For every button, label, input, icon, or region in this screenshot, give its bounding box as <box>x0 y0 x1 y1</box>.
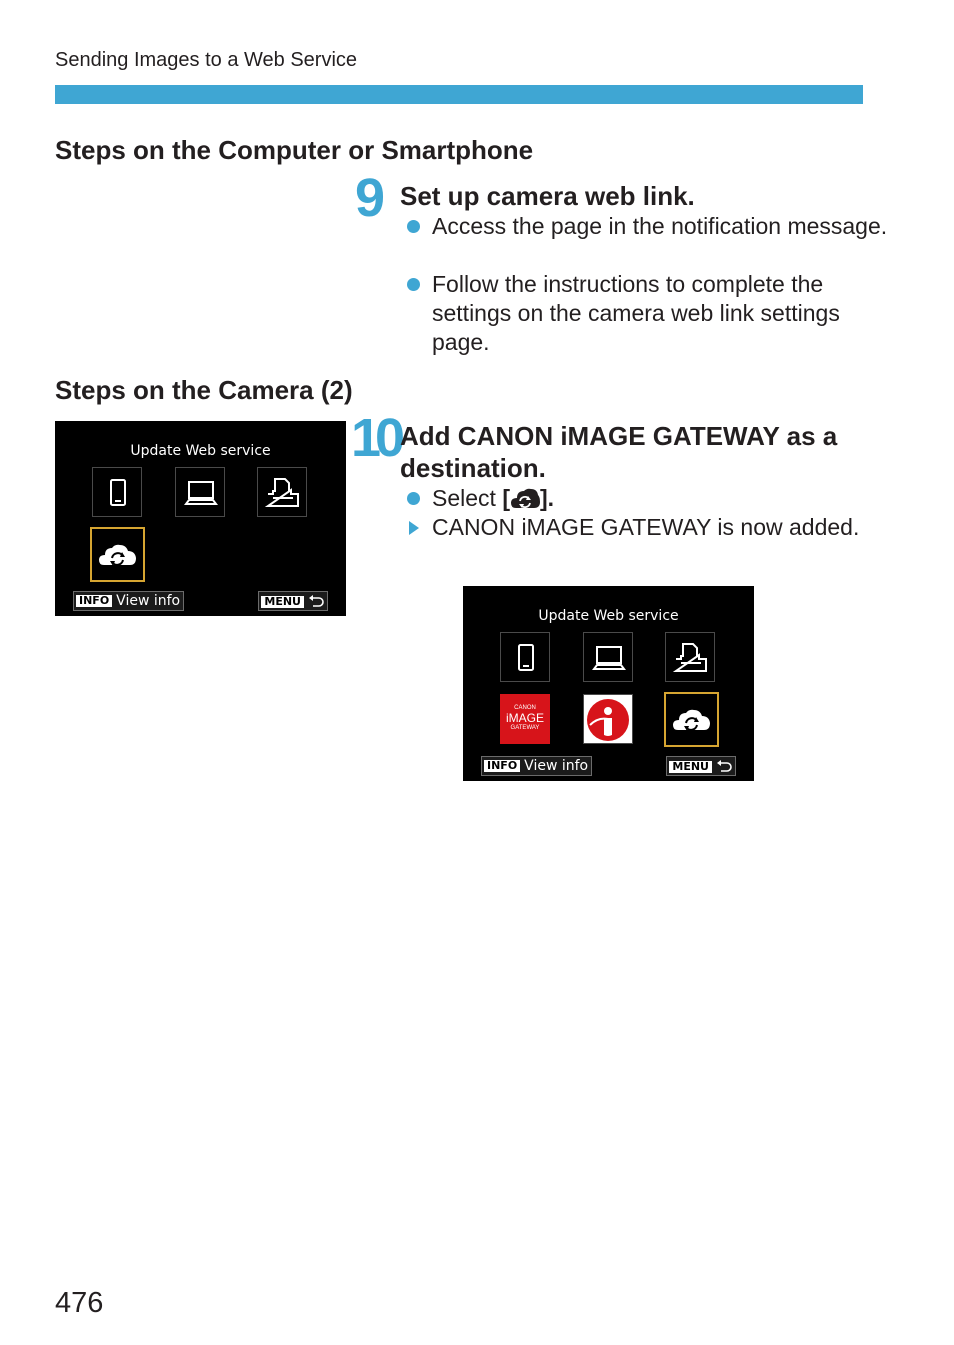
info-key: INFO <box>76 595 112 607</box>
bullet-dot <box>407 220 420 233</box>
select-prefix: Select <box>432 485 503 511</box>
printer-icon <box>258 468 308 518</box>
select-bracket-close: ]. <box>540 485 555 511</box>
step10-bullet-select <box>400 484 902 513</box>
step-number-9: 9 <box>355 168 380 228</box>
camera-screen-1 <box>55 421 346 616</box>
step-number-10: 10 <box>351 408 400 468</box>
step10-result <box>400 513 902 542</box>
web-service-tile[interactable] <box>583 694 633 744</box>
step-title-9: Set up camera web link. <box>400 181 695 211</box>
printer-tile[interactable] <box>257 467 307 517</box>
section-title-camera: Steps on the Camera (2) <box>55 375 353 405</box>
cloud-sync-icon <box>510 488 540 510</box>
cloud-sync-icon <box>92 529 143 580</box>
select-bracket-open: [ <box>502 485 510 511</box>
page-number: 476 <box>55 1287 104 1319</box>
canon-image-gateway-logo <box>501 705 549 731</box>
bullet-dot <box>407 278 420 291</box>
menu-return-button[interactable] <box>258 591 328 611</box>
logo-image: iMAGE <box>505 711 544 725</box>
screen-title: Update Web service <box>130 443 271 459</box>
info-key: INFO <box>484 760 520 772</box>
logo-gateway: GATEWAY <box>510 725 540 731</box>
view-info-button[interactable] <box>73 591 184 611</box>
cloud-sync-icon <box>666 694 717 745</box>
cloud-sync-tile[interactable] <box>90 527 145 582</box>
computer-icon <box>176 468 226 518</box>
menu-key: MENU <box>261 596 304 608</box>
view-info-label: View info <box>116 593 181 609</box>
computer-tile[interactable] <box>175 467 225 517</box>
smartphone-tile[interactable] <box>92 467 142 517</box>
menu-key: MENU <box>669 761 712 773</box>
return-arrow-icon <box>308 595 324 607</box>
step9-bullet-1-text: Access the page in the notification message. <box>432 213 888 239</box>
camera-screen-2 <box>463 586 754 781</box>
canon-image-gateway-tile[interactable] <box>500 694 550 744</box>
header-bar <box>55 85 863 104</box>
computer-tile[interactable] <box>583 632 633 682</box>
view-info-label: View info <box>524 758 589 774</box>
view-info-button[interactable] <box>481 756 592 776</box>
step9-bullet-2 <box>400 270 902 357</box>
running-head: Sending Images to a Web Service <box>55 49 358 71</box>
logo-brand: CANON <box>514 705 536 711</box>
step-title-10: Add CANON iMAGE GATEWAY as a destination. <box>400 421 838 483</box>
smartphone-icon <box>501 633 551 683</box>
printer-icon <box>666 633 716 683</box>
step10-result-text: CANON iMAGE GATEWAY is now added. <box>432 514 860 540</box>
computer-icon <box>584 633 634 683</box>
smartphone-icon <box>93 468 143 518</box>
step9-bullet-1 <box>400 212 902 241</box>
result-arrow-icon <box>409 521 419 535</box>
web-service-logo <box>584 695 634 745</box>
smartphone-tile[interactable] <box>500 632 550 682</box>
bullet-dot <box>407 492 420 505</box>
step9-bullet-2-text: Follow the instructions to complete the settings on the camera web link settings page. <box>432 271 840 355</box>
screen-title: Update Web service <box>538 608 679 624</box>
printer-tile[interactable] <box>665 632 715 682</box>
section-title-computer: Steps on the Computer or Smartphone <box>55 135 534 165</box>
cloud-sync-tile[interactable] <box>664 692 719 747</box>
return-arrow-icon <box>716 760 732 772</box>
menu-return-button[interactable] <box>666 756 736 776</box>
